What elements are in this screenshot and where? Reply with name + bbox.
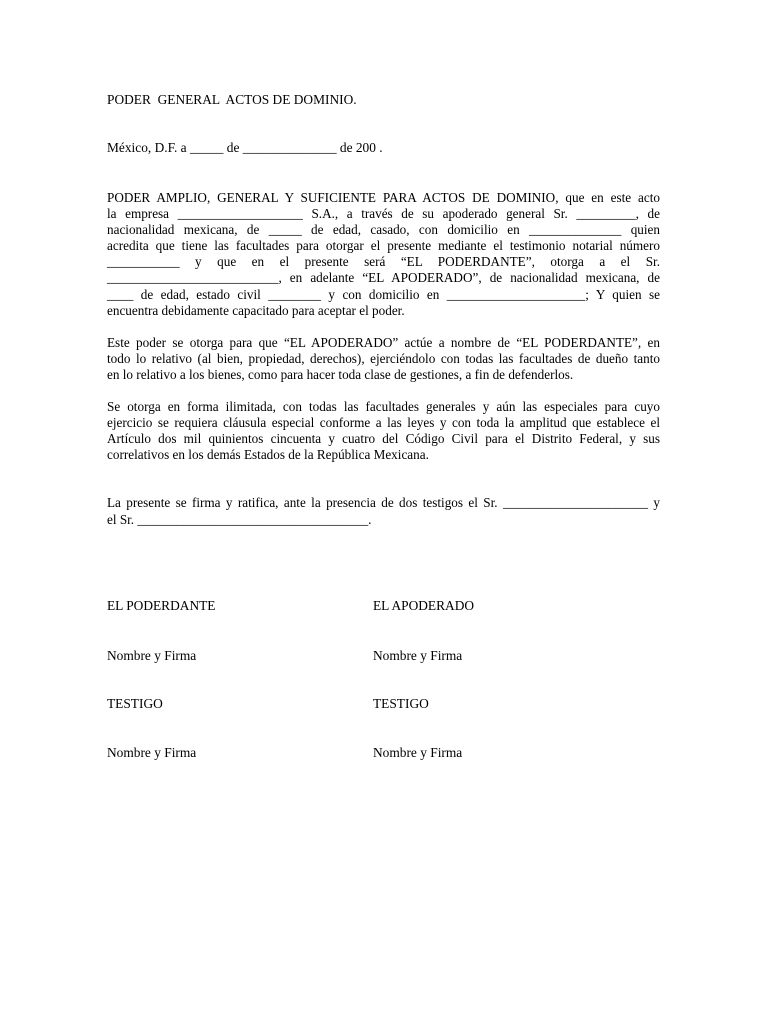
paragraph-line: el Sr. ___________________________________. xyxy=(107,511,372,527)
witness-roles-row xyxy=(107,696,660,712)
witness-sign-row xyxy=(107,745,660,761)
paragraph-line: Este poder se otorga para que “EL APODERADO” actúe a nombre de “EL PODERDANTE”, en xyxy=(107,334,660,350)
document-body xyxy=(107,92,660,528)
paragraph-grant xyxy=(107,190,660,319)
sign-label-witness-2: Nombre y Firma xyxy=(373,745,463,760)
signature-roles-row xyxy=(107,598,660,614)
paragraph-line: La presente se firma y ratifica, ante la presencia de dos testigos el Sr. ______________________ y xyxy=(107,495,660,511)
sign-label-witness-1: Nombre y Firma xyxy=(107,745,197,760)
paragraph-scope xyxy=(107,335,660,383)
paragraph-line: __________________________, en adelante “EL APODERADO”, de nacionalidad mexicana, de xyxy=(107,270,660,286)
role-witness-2: TESTIGO xyxy=(373,696,429,711)
paragraph-line: Artículo dos mil quinientos cincuenta y cuatro del Código Civil para el Distrito Federal, y sus xyxy=(107,431,660,447)
paragraph-terms xyxy=(107,399,660,463)
paragraph-line: la empresa ___________________ S.A., a través de su apoderado general Sr. _________, de xyxy=(107,206,660,222)
paragraph-line: PODER AMPLIO, GENERAL Y SUFICIENTE PARA ACTOS DE DOMINIO, que en este acto xyxy=(107,190,660,205)
sign-label-poderdante: Nombre y Firma xyxy=(107,648,197,663)
role-poderdante: EL PODERDANTE xyxy=(107,598,216,613)
paragraph-line: ejercicio se requiera cláusula especial conforme a las leyes y con toda la amplitud que establece el xyxy=(107,415,660,431)
dateline: México, D.F. a _____ de ______________ de 200 . xyxy=(107,140,383,155)
paragraph-line: todo lo relativo (al bien, propiedad, derechos), ejerciéndolo con todas las facultades de dueño tanto xyxy=(107,350,660,366)
signature-lines-row xyxy=(107,648,660,664)
sign-label-apoderado: Nombre y Firma xyxy=(373,648,463,663)
document-title: PODER GENERAL ACTOS DE DOMINIO. xyxy=(107,92,357,107)
paragraph-line: Se otorga en forma ilimitada, con todas las facultades generales y aún las especiales para cuyo xyxy=(107,399,660,415)
paragraph-line: en lo relativo a los bienes, como para hacer toda clase de gestiones, a fin de defenderlos. xyxy=(107,366,574,382)
paragraph-line: acredita que tiene las facultades para otorgar el presente mediante el testimonio notarial número xyxy=(107,238,660,254)
paragraph-line: correlativos en los demás Estados de la República Mexicana. xyxy=(107,447,429,463)
paragraph-ratification xyxy=(107,495,660,527)
paragraph-line: nacionalidad mexicana, de _____ de edad, casado, con domicilio en ______________ quien xyxy=(107,222,660,238)
paragraph-line: encuentra debidamente capacitado para aceptar el poder. xyxy=(107,302,405,318)
paragraph-line: ___________ y que en el presente será “EL PODERDANTE”, otorga a el Sr. xyxy=(107,254,660,270)
role-apoderado: EL APODERADO xyxy=(373,598,475,613)
role-witness-1: TESTIGO xyxy=(107,696,163,711)
paragraph-line: ____ de edad, estado civil ________ y con domicilio en _____________________; Y quien se xyxy=(107,286,660,302)
